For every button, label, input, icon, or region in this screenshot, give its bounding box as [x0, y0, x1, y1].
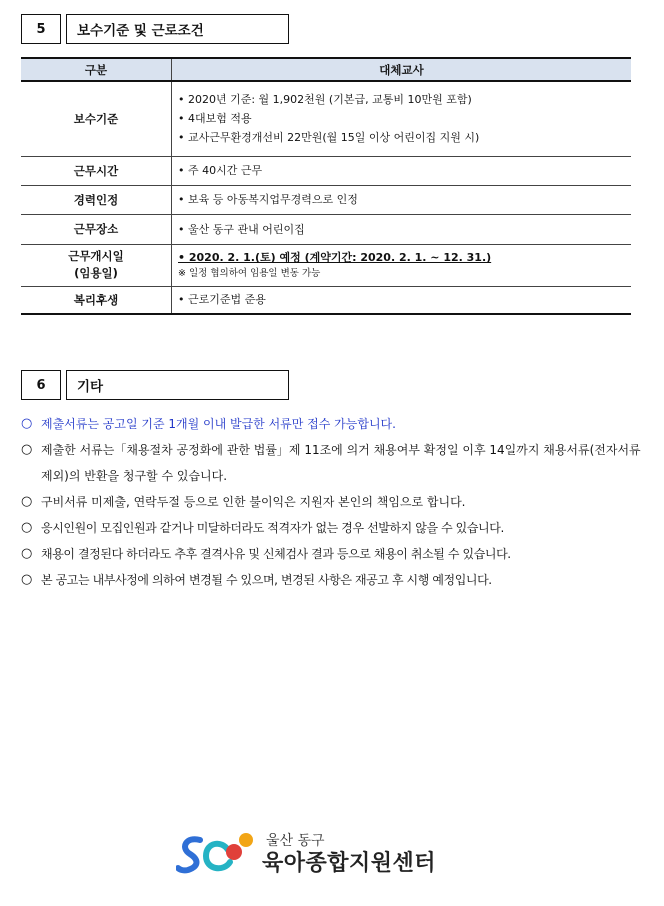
row-value [172, 185, 632, 214]
notes-list [21, 411, 641, 593]
list-item [21, 567, 641, 593]
list-item-text: 본 공고는 내부사정에 의하여 변경될 수 있으며, 변경된 사항은 재공고 후 시행 예정입니다. [41, 573, 492, 587]
table-row-pay [21, 81, 631, 156]
logo-mark-icon [176, 828, 260, 878]
logo-line-2: 육아종합지원센터 [262, 851, 437, 876]
row-value [172, 214, 632, 244]
pay-line: • 4대보험 적용 [178, 112, 252, 126]
section-title: 보수기준 및 근로조건 [66, 14, 289, 44]
circle-marker: ○ [21, 546, 33, 561]
pay-line: • 교사근무환경개선비 22만원(월 15일 이상 어린이집 지원 시) [178, 131, 480, 145]
row-label [21, 244, 172, 286]
center-logo [176, 826, 456, 878]
table-row-hours [21, 156, 631, 185]
circle-marker: ○ [21, 442, 33, 457]
row-value [172, 156, 632, 185]
row-label: 근무장소 [21, 214, 172, 244]
table-row-career [21, 185, 631, 214]
start-label: 근무개시일 [68, 249, 124, 263]
start-label-sub: (임용일) [74, 266, 118, 280]
list-item [21, 489, 641, 515]
header-category: 구분 [21, 58, 172, 81]
start-value: • 2020. 2. 1.(토) 예정 (계약기간: 2020. 2. 1. ~ 12. 31.) [178, 251, 492, 264]
list-item [21, 411, 641, 437]
list-item-text: 제출서류는 공고일 기준 1개월 이내 발급한 서류만 접수 가능합니다. [41, 417, 396, 431]
header-substitute-teacher: 대체교사 [172, 58, 632, 81]
list-item [21, 541, 641, 567]
list-item [21, 437, 641, 489]
circle-marker: ○ [21, 572, 33, 587]
section-number: 6 [21, 370, 61, 400]
pay-line: • 2020년 기준: 월 1,902천원 (기본급, 교통비 10만원 포함) [178, 93, 472, 107]
section-title: 기타 [66, 370, 289, 400]
row-value [172, 81, 632, 156]
career-value: • 보육 등 아동복지업무경력으로 인정 [178, 193, 358, 206]
row-value [172, 286, 632, 314]
logo-line-1: 울산 동구 [266, 833, 325, 849]
list-item-text: 구비서류 미제출, 연락두절 등으로 인한 불이익은 지원자 본인의 책임으로 합니다. [41, 495, 466, 509]
table-header-row [21, 58, 631, 81]
section-5-header [21, 14, 289, 44]
list-item-text: 응시인원이 모집인원과 같거나 미달하더라도 적격자가 없는 경우 선발하지 않을 수 있습니다. [41, 521, 504, 535]
start-note: ※ 일정 협의하여 임용일 변동 가능 [178, 268, 321, 279]
circle-marker: ○ [21, 520, 33, 535]
row-label: 경력인정 [21, 185, 172, 214]
row-label: 근무시간 [21, 156, 172, 185]
section-number: 5 [21, 14, 61, 44]
table-row-start [21, 244, 631, 286]
circle-marker: ○ [21, 416, 33, 431]
row-value [172, 244, 632, 286]
welfare-value: • 근로기준법 준용 [178, 293, 266, 307]
place-value: • 울산 동구 관내 어린이집 [178, 222, 305, 236]
section-6-header [21, 370, 289, 400]
list-item-text: 제출한 서류는「채용절차 공정화에 관한 법률」제 11조에 의거 채용여부 확정일 이후 14일까지 채용서류(전자서류 제외)의 반환을 청구할 수 있습니다. [41, 443, 641, 483]
circle-marker: ○ [21, 494, 33, 509]
list-item [21, 515, 641, 541]
table-row-welfare [21, 286, 631, 314]
table-row-place [21, 214, 631, 244]
conditions-table [21, 57, 631, 315]
row-label: 복리후생 [21, 286, 172, 314]
hours-value: • 주 40시간 근무 [178, 164, 263, 177]
row-label: 보수기준 [21, 81, 172, 156]
list-item-text: 채용이 결정된다 하더라도 추후 결격사유 및 신체검사 결과 등으로 채용이 취소될 수 있습니다. [41, 547, 511, 561]
